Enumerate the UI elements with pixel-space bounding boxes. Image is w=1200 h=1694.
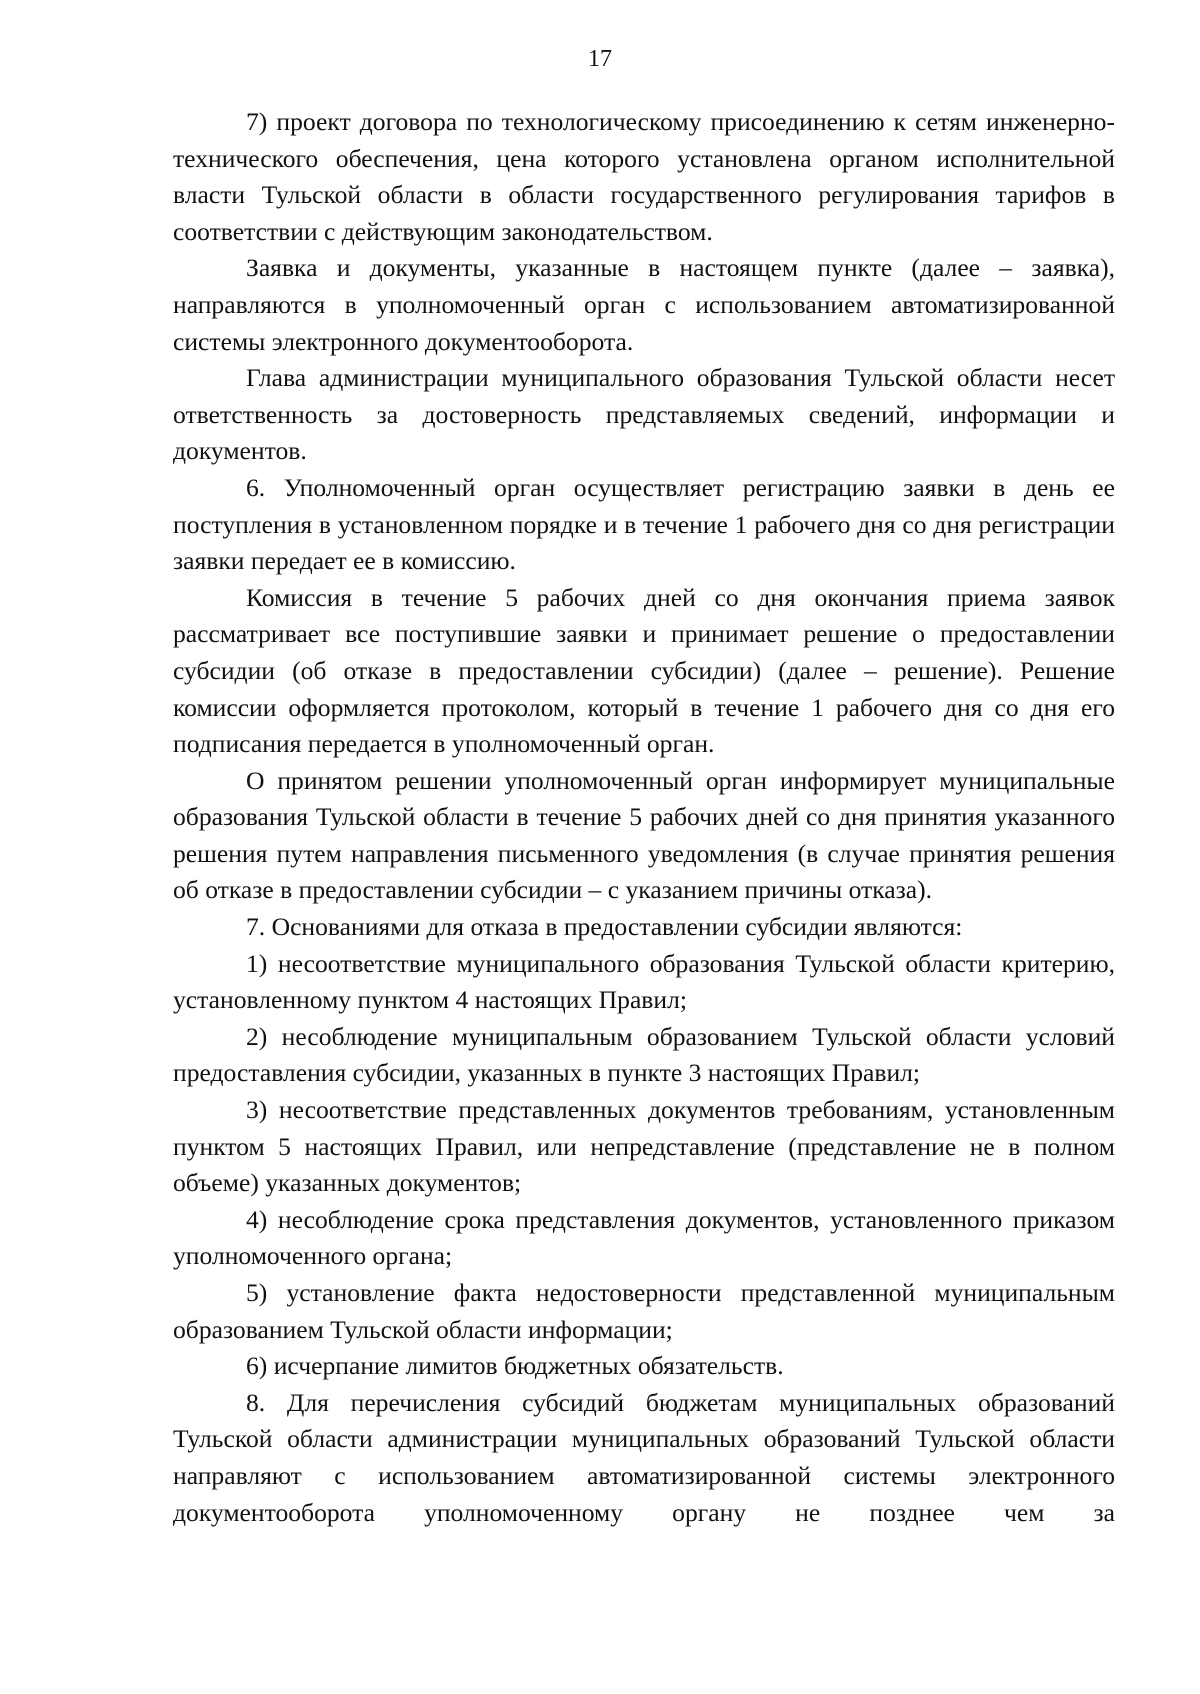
paragraph-clause-7-refusal-grounds: 7. Основаниями для отказа в предоставлении субсидии являются: (246, 912, 963, 942)
paragraph-refusal-ground-5: 5) установление факта недостоверности представленной муниципальным образованием Тульской области информации; (173, 1278, 1115, 1344)
paragraph-decision-notification: О принятом решении уполномоченный орган информирует муниципальные образования Тульской области в течение 5 рабочих дней со дня принятия указанного решения путем направления письменного уведомления (в случае принятия решения об отказе в предоставлении субсидии – с указанием причины отказа). (173, 765, 1115, 905)
paragraph-refusal-ground-1: 1) несоответствие муниципального образования Тульской области критерию, установленному пунктом 4 настоящих Правил; (173, 948, 1115, 1015)
paragraph-clause-8-transfer: 8. Для перечисления субсидий бюджетам муниципальных образований Тульской области администрации муниципальных образований Тульской области направляют с использованием автоматизированной системы электронного документооборота уполномоченному органу не позднее чем за (173, 1387, 1115, 1527)
paragraph-refusal-ground-6: 6) исчерпание лимитов бюджетных обязательств. (246, 1351, 784, 1381)
paragraph-head-responsibility: Глава администрации муниципального образования Тульской области несет ответственность за достоверность представляемых сведений, информации и документов. (173, 363, 1115, 466)
paragraph-refusal-ground-2: 2) несоблюдение муниципальным образованием Тульской области условий предоставления субсидии, указанных в пункте 3 настоящих Правил; (173, 1021, 1115, 1088)
paragraph-commission-review: Комиссия в течение 5 рабочих дней со дня окончания приема заявок рассматривает все поступившие заявки и принимает решение о предоставлении субсидии (об отказе в предоставлении субсидии) (далее – решение). Решение комиссии оформляется протоколом, который в течение 1 рабочего дня со дня его подписания передается в уполномоченный орган. (173, 582, 1115, 759)
paragraph-refusal-ground-4: 4) несоблюдение срока представления документов, установленного приказом уполномоченного органа; (173, 1204, 1115, 1271)
paragraph-item-7-contract-draft: 7) проект договора по технологическому присоединению к сетям инженерно-технического обеспечения, цена которого установлена органом исполнительной власти Тульской области в области государственного регулирования тарифов в соответствии с действующим законодательством. (173, 107, 1115, 246)
document-body (173, 104, 1115, 1531)
paragraph-refusal-ground-3: 3) несоответствие представленных документов требованиям, установленным пунктом 5 настоящих Правил, или непредставление (представление не в полном объеме) указанных документов; (173, 1095, 1115, 1198)
paragraph-application-submission: Заявка и документы, указанные в настоящем пункте (далее – заявка), направляются в уполномоченный орган с использованием автоматизированной системы электронного документооборота. (173, 253, 1115, 356)
paragraph-clause-6-registration: 6. Уполномоченный орган осуществляет регистрацию заявки в день ее поступления в установленном порядке и в течение 1 рабочего дня со дня регистрации заявки передает ее в комиссию. (173, 472, 1115, 576)
page-number: 17 (588, 46, 612, 72)
